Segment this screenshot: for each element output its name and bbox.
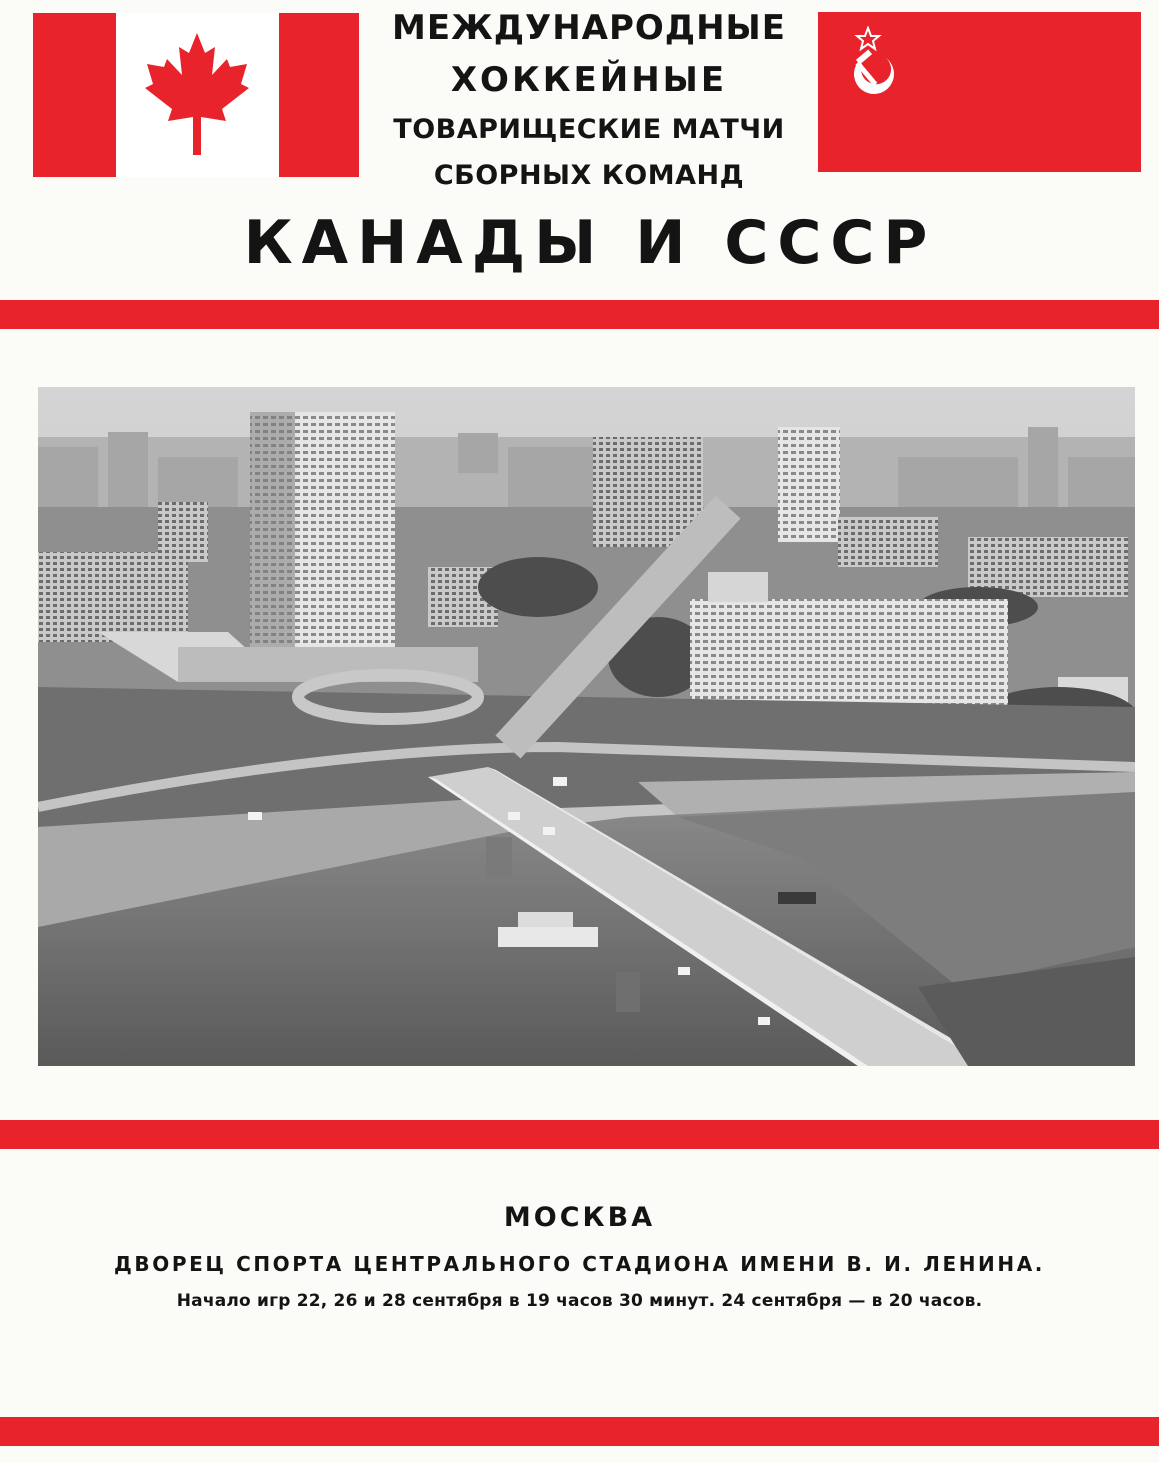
red-stripe-middle (0, 1120, 1159, 1149)
hammer-sickle-icon (846, 26, 906, 96)
headline-line-1: МЕЖДУНАРОДНЫЕ (392, 8, 786, 48)
ussr-flag (818, 12, 1141, 172)
headline-line-3: ТОВАРИЩЕСКИЕ МАТЧИ (393, 114, 785, 145)
page-title: КАНАДЫ И СССР (243, 208, 937, 278)
headline-line-2: ХОККЕЙНЫЕ (450, 60, 728, 100)
headline-line-4: СБОРНЫХ КОМАНД (433, 160, 745, 191)
red-stripe-top (0, 300, 1159, 329)
canada-flag (33, 13, 359, 177)
city-label: МОСКВА (503, 1202, 656, 1233)
red-stripe-bottom (0, 1417, 1159, 1446)
moscow-cityscape-photo (38, 387, 1135, 1066)
schedule-text: Начало игр 22, 26 и 28 сентября в 19 часов 30 минут. 24 сентября — в 20 часов. (176, 1291, 983, 1311)
maple-leaf-icon (116, 13, 279, 177)
venue-label: ДВОРЕЦ СПОРТА ЦЕНТРАЛЬНОГО СТАДИОНА ИМЕНИ В. И. ЛЕНИНА. (113, 1252, 1046, 1276)
